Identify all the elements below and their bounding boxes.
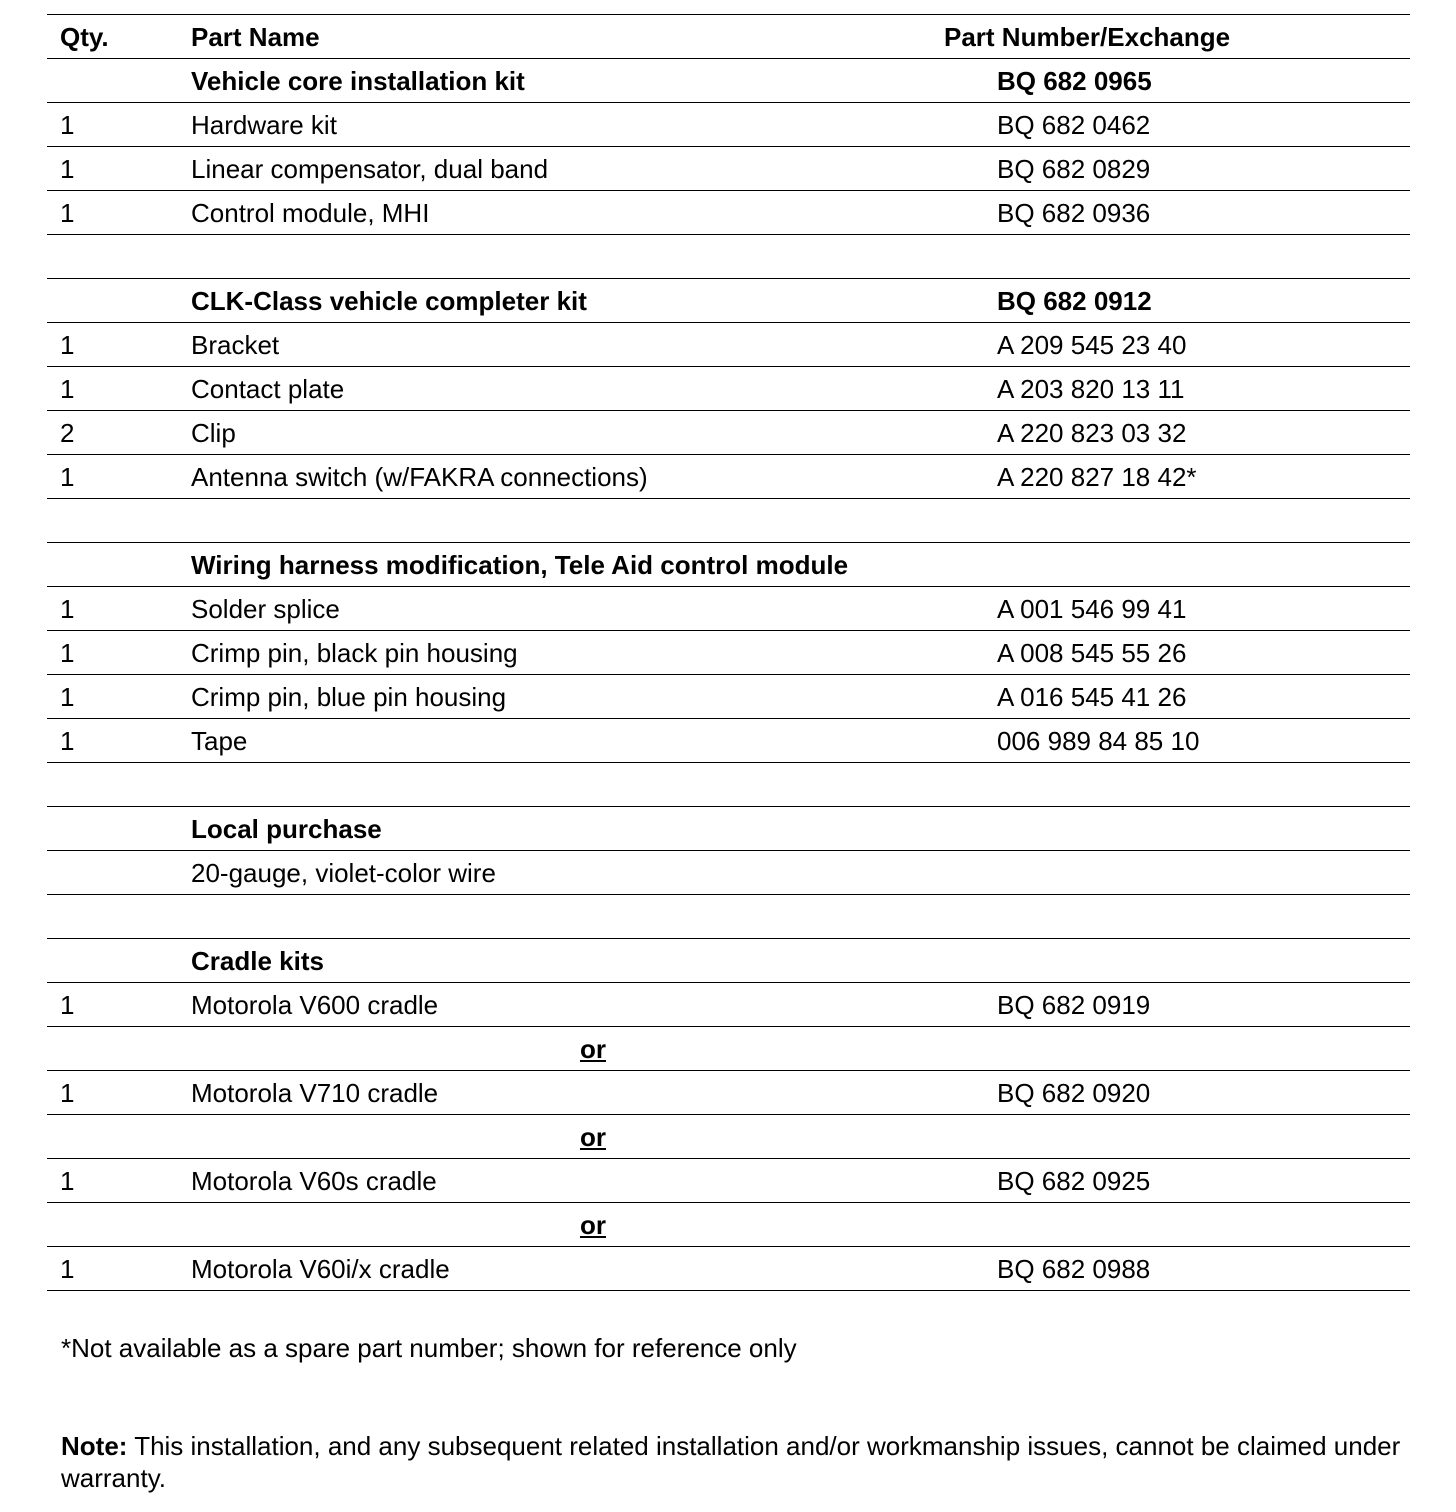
table-row [47, 191, 1410, 235]
section-title: Vehicle core installation kit [191, 66, 525, 96]
item-qty: 1 [60, 462, 75, 492]
table-row [47, 323, 1410, 367]
item-name: 20-gauge, violet-color wire [191, 858, 496, 888]
spacer-row [47, 763, 1410, 807]
item-qty: 1 [60, 1078, 75, 1108]
item-name: Crimp pin, blue pin housing [191, 682, 507, 712]
table-row [47, 675, 1410, 719]
section-title: CLK-Class vehicle completer kit [191, 286, 587, 316]
spacer-row [47, 499, 1410, 543]
item-part-number: A 008 545 55 26 [997, 638, 1187, 668]
item-qty: 2 [60, 418, 75, 448]
item-qty: 1 [60, 726, 75, 756]
section-title: Local purchase [191, 814, 382, 844]
item-name: Contact plate [191, 374, 345, 404]
item-name: Antenna switch (w/FAKRA connections) [191, 462, 648, 492]
item-qty: 1 [60, 330, 75, 360]
item-part-number: BQ 682 0925 [997, 1166, 1151, 1196]
alternative-row [47, 1027, 1410, 1071]
item-part-number: A 001 546 99 41 [997, 594, 1187, 624]
table-row [47, 851, 1410, 895]
section-header-row [47, 939, 1410, 983]
header-part-number: Part Number/Exchange [944, 22, 1231, 52]
table-row [47, 1159, 1410, 1203]
item-name: Control module, MHI [191, 198, 430, 228]
table-row [47, 631, 1410, 675]
item-name: Motorola V600 cradle [191, 990, 439, 1020]
alternative-or-label: or [580, 1122, 606, 1152]
item-name: Motorola V710 cradle [191, 1078, 439, 1108]
item-qty: 1 [60, 638, 75, 668]
table-row [47, 367, 1410, 411]
item-part-number: A 220 827 18 42* [997, 462, 1197, 492]
header-qty: Qty. [60, 22, 109, 52]
item-name: Crimp pin, black pin housing [191, 638, 518, 668]
table-row [47, 587, 1410, 631]
parts-table [47, 14, 1410, 1291]
section-header-row [47, 543, 1410, 587]
item-name: Clip [191, 418, 236, 448]
item-part-number: BQ 682 0829 [997, 154, 1151, 184]
table-row [47, 1071, 1410, 1115]
item-name: Tape [191, 726, 248, 756]
item-qty: 1 [60, 682, 75, 712]
item-name: Hardware kit [191, 110, 337, 140]
warranty-note [61, 1430, 1401, 1494]
table-row [47, 983, 1410, 1027]
item-part-number: A 209 545 23 40 [997, 330, 1187, 360]
alternative-row [47, 1203, 1410, 1247]
item-qty: 1 [60, 198, 75, 228]
item-qty: 1 [60, 1166, 75, 1196]
section-part-number: BQ 682 0912 [997, 286, 1152, 316]
section-header-row [47, 59, 1410, 103]
item-part-number: BQ 682 0462 [997, 110, 1151, 140]
alternative-or-label: or [580, 1210, 606, 1240]
table-row [47, 1247, 1410, 1291]
item-part-number: A 016 545 41 26 [997, 682, 1187, 712]
table-row [47, 411, 1410, 455]
note-label: Note: [61, 1431, 128, 1461]
alternative-row [47, 1115, 1410, 1159]
item-part-number: 006 989 84 85 10 [997, 726, 1200, 756]
item-name: Linear compensator, dual band [191, 154, 549, 184]
item-qty: 1 [60, 1254, 75, 1284]
note-text: This installation, and any subsequent related installation and/or workmanship issues, cannot be claimed under warranty. [61, 1431, 1401, 1493]
spacer-row [47, 235, 1410, 279]
item-name: Solder splice [191, 594, 340, 624]
table-row [47, 147, 1410, 191]
item-part-number: A 203 820 13 11 [997, 374, 1185, 404]
item-name: Bracket [191, 330, 280, 360]
section-header-row [47, 807, 1410, 851]
table-header-row [47, 15, 1410, 59]
item-part-number: BQ 682 0919 [997, 990, 1151, 1020]
table-row [47, 103, 1410, 147]
footnote: *Not available as a spare part number; shown for reference only [61, 1333, 797, 1363]
table-row [47, 455, 1410, 499]
item-qty: 1 [60, 990, 75, 1020]
section-part-number: BQ 682 0965 [997, 66, 1152, 96]
item-qty: 1 [60, 374, 75, 404]
section-title: Cradle kits [191, 946, 324, 976]
item-qty: 1 [60, 154, 75, 184]
section-header-row [47, 279, 1410, 323]
item-name: Motorola V60s cradle [191, 1166, 437, 1196]
spacer-row [47, 895, 1410, 939]
item-qty: 1 [60, 594, 75, 624]
item-qty: 1 [60, 110, 75, 140]
item-part-number: BQ 682 0936 [997, 198, 1151, 228]
item-part-number: A 220 823 03 32 [997, 418, 1187, 448]
item-part-number: BQ 682 0988 [997, 1254, 1151, 1284]
alternative-or-label: or [580, 1034, 606, 1064]
table-body [47, 59, 1410, 1291]
item-name: Motorola V60i/x cradle [191, 1254, 450, 1284]
item-part-number: BQ 682 0920 [997, 1078, 1151, 1108]
header-part-name: Part Name [191, 22, 320, 52]
table-row [47, 719, 1410, 763]
section-title: Wiring harness modification, Tele Aid control module [191, 550, 849, 580]
